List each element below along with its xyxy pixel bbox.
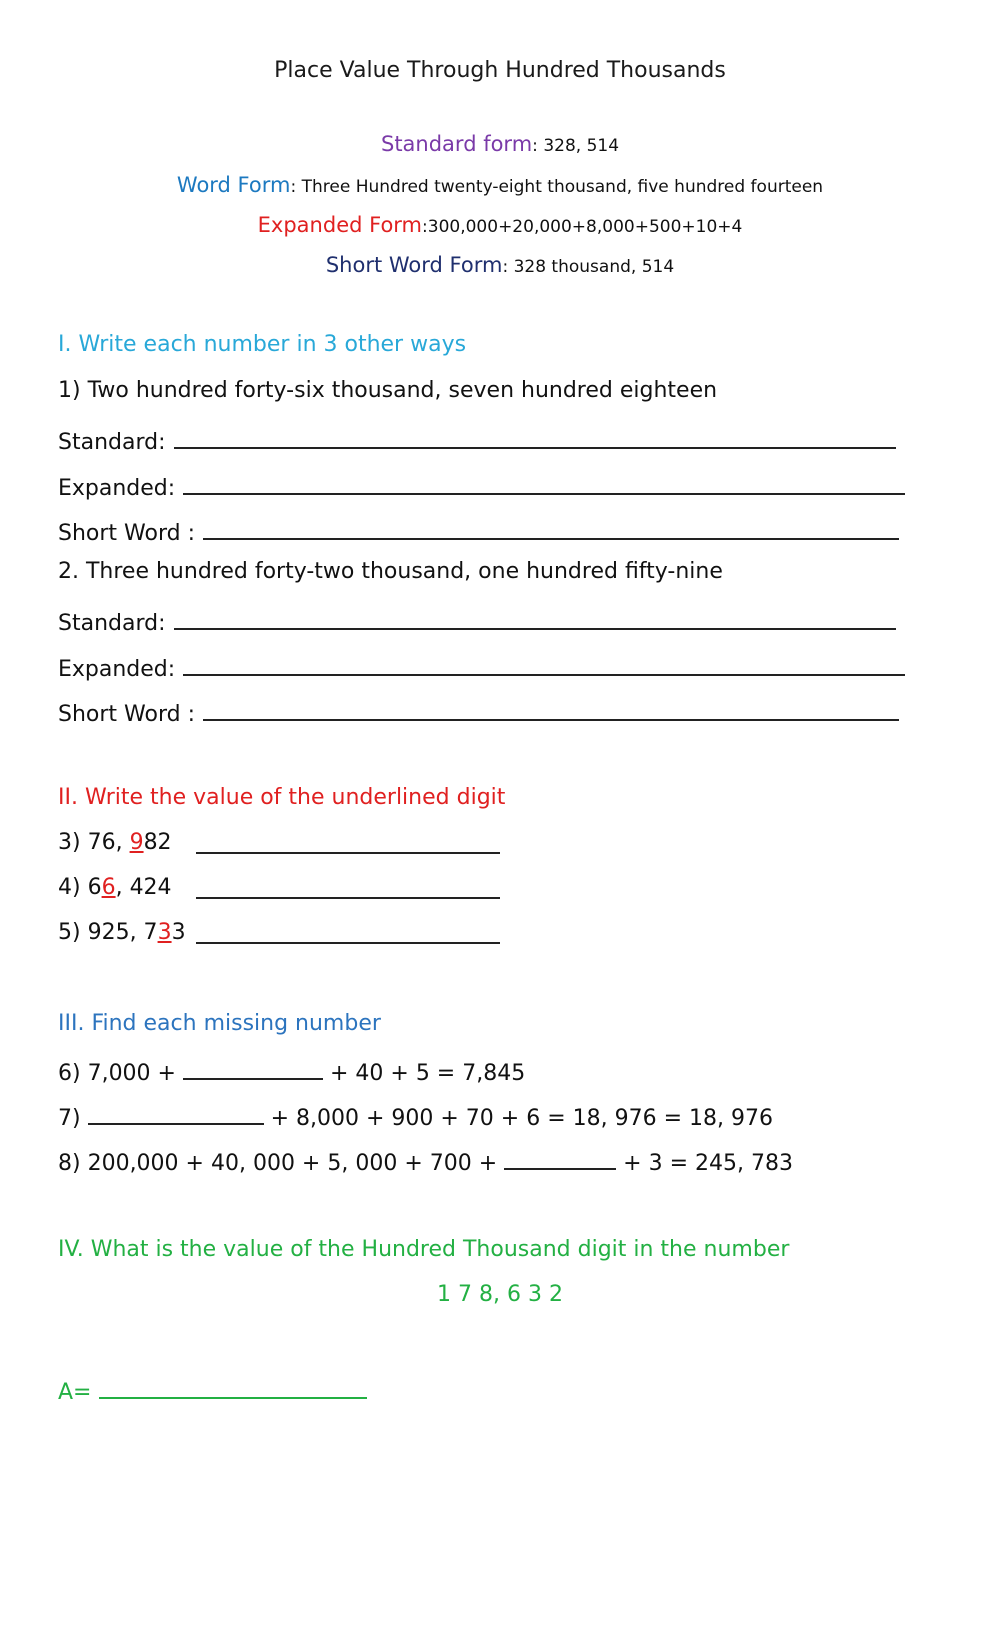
- field-label: Short Word :: [58, 521, 195, 546]
- target-number: 1 7 8, 6 3 2: [437, 1282, 563, 1307]
- section-4-heading: IV. What is the value of the Hundred Thousand digit in the number: [58, 1237, 790, 1262]
- question-7: [58, 1101, 773, 1131]
- equation-end: + 8,000 + 900 + 70 + 6 = 18, 976 = 18, 976: [263, 1106, 774, 1131]
- missing-number-blank[interactable]: [88, 1101, 264, 1125]
- question-2-standard-field: [58, 604, 896, 636]
- equation-start: 6) 7,000 +: [58, 1061, 183, 1086]
- definition-short-word-form: [0, 253, 1000, 277]
- question-number-suffix: 3: [171, 920, 186, 945]
- equation-start: 7): [58, 1106, 88, 1131]
- question-4-answer-blank[interactable]: [196, 875, 500, 899]
- field-label: Expanded:: [58, 476, 176, 501]
- missing-number-blank[interactable]: [504, 1146, 616, 1170]
- question-8: [58, 1146, 793, 1176]
- question-number-prefix: 5) 925, 7: [58, 920, 158, 945]
- underlined-digit: 6: [101, 875, 116, 900]
- field-label: Standard:: [58, 430, 166, 455]
- question-number-suffix: , 424: [115, 875, 172, 900]
- underlined-digit: 9: [129, 830, 144, 855]
- question-3: [58, 830, 172, 855]
- definition-value: 328, 514: [543, 136, 620, 156]
- question-1-standard-field: [58, 423, 896, 455]
- definition-separator: :: [502, 257, 514, 277]
- page-title: Place Value Through Hundred Thousands: [274, 58, 726, 83]
- section-1-heading: I. Write each number in 3 other ways: [58, 332, 467, 357]
- answer-label: A=: [58, 1380, 92, 1405]
- question-1-prompt: 1) Two hundred forty-six thousand, seven hundred eighteen: [58, 378, 718, 403]
- answer-blank[interactable]: [183, 650, 905, 676]
- answer-line: [58, 1373, 367, 1405]
- definition-value: 328 thousand, 514: [513, 257, 675, 277]
- definition-label: Expanded Form: [257, 213, 423, 237]
- field-label: Standard:: [58, 611, 166, 636]
- underlined-digit: 3: [157, 920, 172, 945]
- definition-label: Word Form: [176, 173, 291, 197]
- answer-blank[interactable]: [183, 469, 905, 495]
- answer-blank[interactable]: [203, 695, 899, 721]
- question-5: [58, 920, 186, 945]
- definition-value: 300,000+20,000+8,000+500+10+4: [427, 217, 743, 237]
- missing-number-blank[interactable]: [183, 1056, 323, 1080]
- equation-end: + 3 = 245, 783: [616, 1151, 793, 1176]
- definition-separator: :: [422, 217, 428, 237]
- field-label: Expanded:: [58, 657, 176, 682]
- question-number-prefix: 3) 76,: [58, 830, 130, 855]
- definition-expanded-form: [0, 213, 1000, 237]
- question-1-expanded-field: [58, 469, 905, 501]
- equation-end: + 40 + 5 = 7,845: [322, 1061, 526, 1086]
- definition-label: Short Word Form: [325, 253, 503, 277]
- definition-word-form: [0, 173, 1000, 197]
- question-3-answer-blank[interactable]: [196, 830, 500, 854]
- answer-blank[interactable]: [203, 514, 899, 540]
- answer-blank[interactable]: [174, 423, 896, 449]
- question-1-short-word-field: [58, 514, 899, 546]
- answer-blank[interactable]: [99, 1373, 367, 1399]
- equation-start: 8) 200,000 + 40, 000 + 5, 000 + 700 +: [58, 1151, 505, 1176]
- definition-separator: :: [290, 177, 302, 197]
- question-2-expanded-field: [58, 650, 905, 682]
- question-2-prompt: 2. Three hundred forty-two thousand, one hundred fifty-nine: [58, 559, 723, 584]
- section-3-heading: III. Find each missing number: [58, 1011, 381, 1036]
- question-6: [58, 1056, 525, 1086]
- field-label: Short Word :: [58, 702, 195, 727]
- question-number-prefix: 4) 6: [58, 875, 102, 900]
- definition-standard-form: [0, 132, 1000, 156]
- question-5-answer-blank[interactable]: [196, 920, 500, 944]
- definition-label: Standard form: [380, 132, 533, 156]
- definition-value: Three Hundred twenty-eight thousand, five hundred fourteen: [301, 177, 824, 197]
- section-2-heading: II. Write the value of the underlined digit: [58, 785, 506, 810]
- definition-separator: :: [532, 136, 544, 156]
- question-number-suffix: 82: [143, 830, 172, 855]
- question-4: [58, 875, 172, 900]
- answer-blank[interactable]: [174, 604, 896, 630]
- question-2-short-word-field: [58, 695, 899, 727]
